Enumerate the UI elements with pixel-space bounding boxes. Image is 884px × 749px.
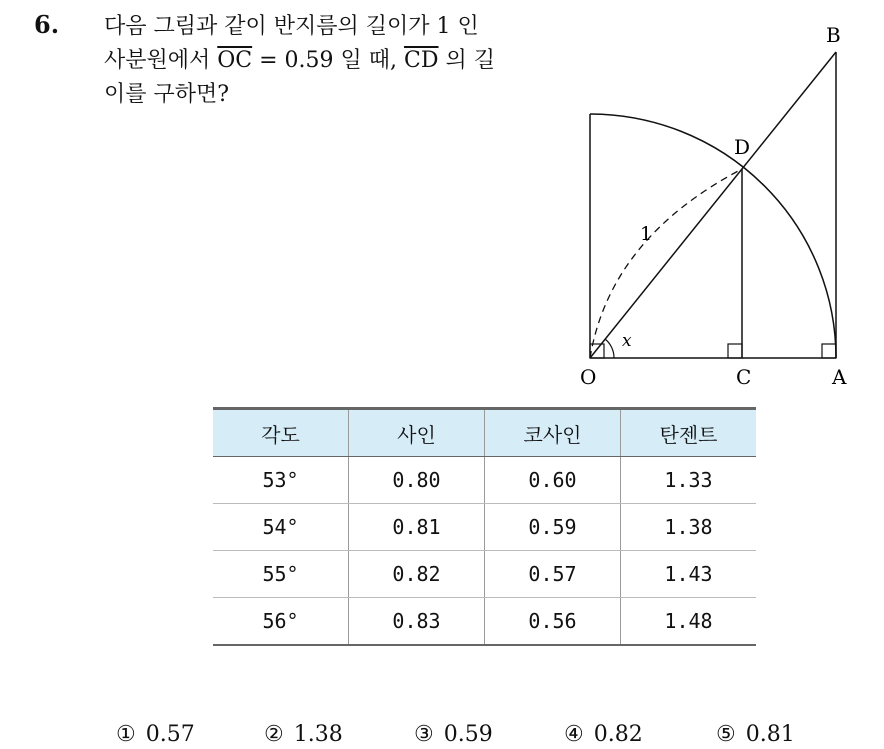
table-cell: 53° [213,457,349,504]
choice-mark: ① [116,722,136,747]
table-cell: 1.48 [621,598,757,646]
quarter-circle-figure [570,18,870,398]
table-cell: 0.56 [485,598,621,646]
question-line-2-pre: 사분원에서 [104,48,218,73]
question-line-1: 다음 그림과 같이 반지름의 길이가 1 인 [104,14,479,39]
table-cell: 1.38 [621,504,757,551]
label-o: O [580,365,597,389]
choice-mark: ④ [564,722,584,747]
choice-5[interactable] [716,722,826,747]
choice-mark: ⑤ [716,722,736,747]
right-angle-a [822,344,836,358]
choice-4[interactable] [564,722,716,747]
table-cell: 0.59 [485,504,621,551]
segment-ob [590,52,836,358]
segment-oc: $\overline{OC}$ [217,48,253,73]
choice-mark: ② [264,722,284,747]
table-cell: 56° [213,598,349,646]
table-row [213,504,756,551]
right-angle-c [728,344,742,358]
question-number: 6. [34,10,60,39]
quarter-arc [590,114,836,358]
table-row [213,598,756,646]
question-line-2-post: 의 길 [438,48,496,73]
label-a: A [832,365,847,389]
table-cell: 0.60 [485,457,621,504]
label-angle-x: x [622,331,632,351]
header-tangent: 탄젠트 [621,409,757,457]
table-cell: 0.82 [349,551,485,598]
table-cell: 0.80 [349,457,485,504]
choice-1[interactable] [116,722,264,747]
table-header-row [213,409,756,457]
table-cell: 0.57 [485,551,621,598]
choice-3[interactable] [414,722,564,747]
choice-mark: ③ [414,722,434,747]
question-line-2-mid: = 0.59 일 때, [252,48,405,73]
header-sine: 사인 [349,409,485,457]
choice-value: 0.59 [443,722,493,747]
angle-arc [605,339,614,358]
label-c: C [736,365,752,389]
label-b: B [826,23,841,47]
question-line-2 [104,44,554,78]
table-cell: 1.33 [621,457,757,504]
table-row [213,551,756,598]
table-cell: 1.43 [621,551,757,598]
table-row [213,457,756,504]
choice-2[interactable] [264,722,414,747]
header-angle: 각도 [213,409,349,457]
table-cell: 54° [213,504,349,551]
table-cell: 0.81 [349,504,485,551]
label-radius: 1 [640,223,653,245]
label-d: D [734,135,751,159]
question-line-3: 이를 구하면? [104,82,230,107]
segment-cd: $\overline{CD}$ [404,48,439,73]
answer-choices [116,722,826,747]
choice-value: 0.57 [145,722,195,747]
trig-table [213,407,756,646]
question-text [104,10,554,112]
choice-value: 0.82 [593,722,643,747]
table-cell: 0.83 [349,598,485,646]
header-cosine: 코사인 [485,409,621,457]
choice-value: 1.38 [293,722,343,747]
table-cell: 55° [213,551,349,598]
choice-value: 0.81 [745,722,795,747]
